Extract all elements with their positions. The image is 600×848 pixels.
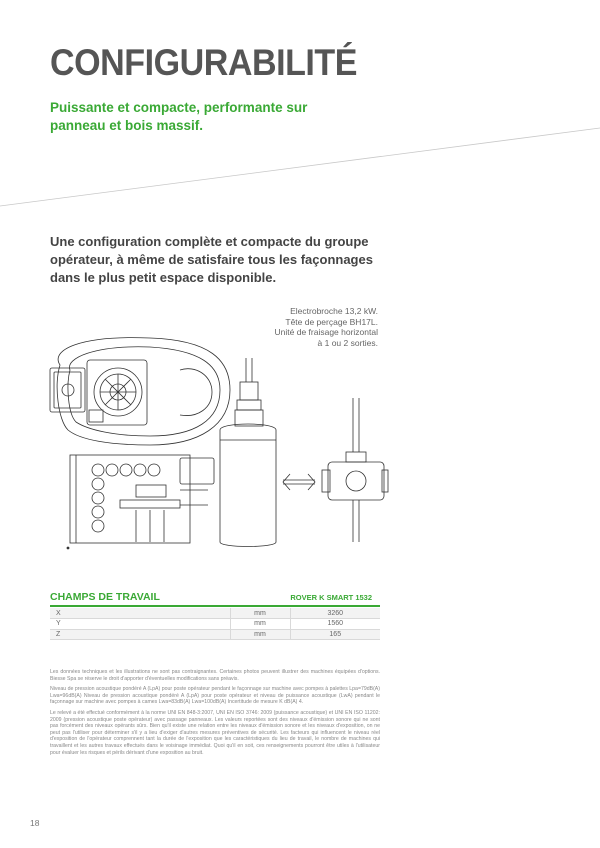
axis-cell: Z <box>50 629 230 640</box>
value-cell: 3260 <box>290 608 380 619</box>
caption-line: Unité de fraisage horizontal <box>274 327 378 337</box>
note-paragraph: Niveau de pression acoustique pondéré A (LpA) pour poste opérateur pendant le façonnage sur machine avec pompes à palettes Lpa=79dB(A) Lwa=96dB(A) Niveau de pression acoustique pondéré A (LpA) pour poste opérateur et niveau de puissance acoustique (LwA) pendant le façonnage sur machine avec pompes à cames Lwa=83dB(A) Lwa=100dB(A) Incertitude de mesure K dB(A) 4. <box>50 686 380 706</box>
machine-model: ROVER K SMART 1532 <box>290 593 372 602</box>
work-fields-table <box>50 608 380 640</box>
caption-line: Electrobroche 13,2 kW. <box>290 306 378 316</box>
note-paragraph: Le relevé a été effectué conformément à la norme UNI EN 848-3:2007, UNI EN ISO 3746: 2009 (puissance acoustique) et UNI EN ISO 11202: 2009 (pression acoustique poste opérateur) avec passage panneaux. Les valeurs reportées sont des niveaux d'émission sonore qui ne sont pas forcément des niveaux opérants sûrs. Bien qu'il existe une relation entre les niveaux d'émission sonore et les niveaux d'exposition, on ne peut pas l'utiliser pour déterminer s'il y a lieu d'exiger d'autres mesures préventives de sécurité. Les facteurs qui influencent le niveau réel d'exposition de l'opérateur comprennent tant la durée de l'exposition que les caractéristiques du lieu de travail, le nombre de machines qui travaillent et les autres travaux effectués dans le voisinage immédiat. Quoi qu'il en soit, ces renseignements pourront être utiles à l'utilisateur pour évaluer les risques et périls dérivant d'une exposition au bruit. <box>50 709 380 756</box>
unit-cell: mm <box>230 629 290 640</box>
work-fields-title: CHAMPS DE TRAVAIL <box>50 591 160 603</box>
page-number: 18 <box>30 818 40 828</box>
axis-cell: X <box>50 608 230 619</box>
value-cell: 165 <box>290 629 380 640</box>
header-rule <box>50 605 380 607</box>
page-title: CONFIGURABILITÉ <box>50 42 358 83</box>
caption-line: à 1 ou 2 sorties. <box>317 337 378 348</box>
intro-text: Une configuration complète et compacte du groupe opérateur, à même de satisfaire tous les façonnages dans le plus petit espace disponible. <box>50 234 373 285</box>
subtitle: Puissante et compacte, performante sur panneau et bois massif. <box>50 100 308 133</box>
table-row <box>50 629 380 640</box>
unit-cell: mm <box>230 608 290 619</box>
unit-cell: mm <box>230 619 290 630</box>
axis-cell: Y <box>50 619 230 630</box>
disclaimer-notes <box>50 669 380 760</box>
table-row <box>50 608 380 619</box>
operating-group-drawing <box>40 330 390 555</box>
caption-line: Tête de perçage BH17L. <box>285 316 378 327</box>
value-cell: 1560 <box>290 619 380 630</box>
note-paragraph: Les données techniques et les illustrations ne sont pas contraignantes. Certaines photos peuvent illustrer des machines équipées d'options. Biesse Spa se réserve le droit d'apporter d'éventuelles modifications sans préavis. <box>50 669 380 682</box>
table-row <box>50 619 380 630</box>
